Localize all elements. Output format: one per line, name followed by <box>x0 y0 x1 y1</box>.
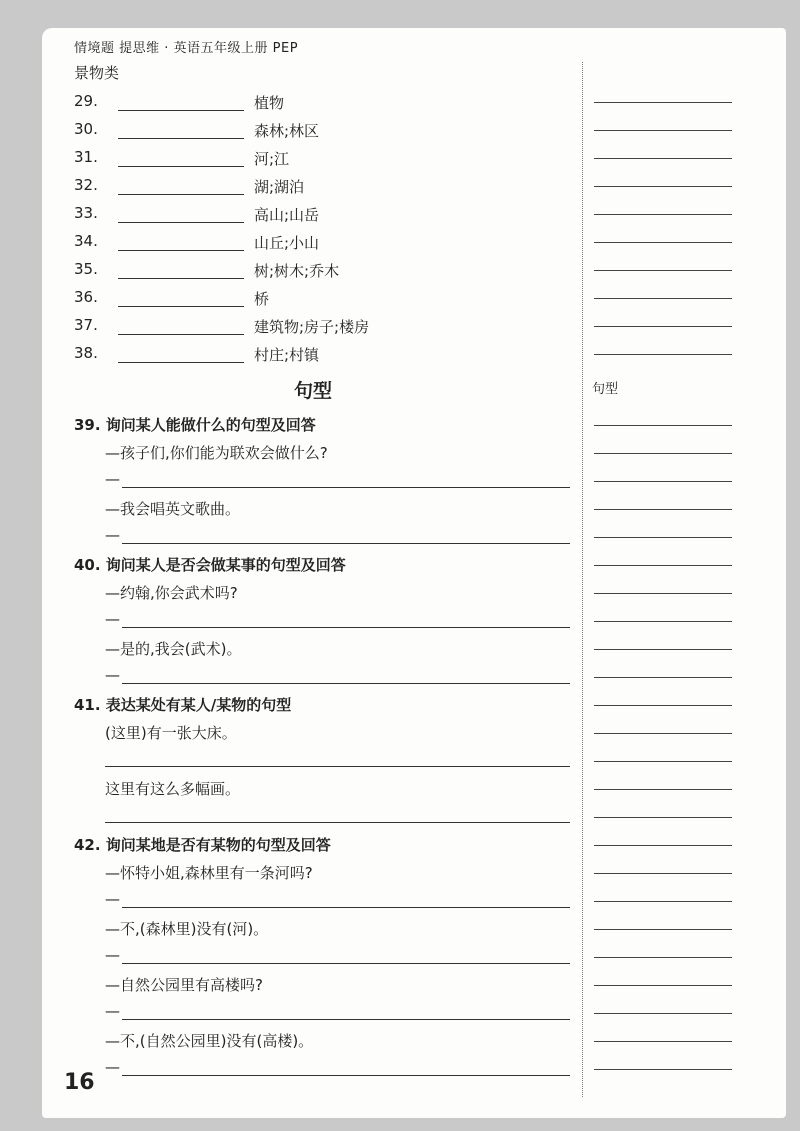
side-writing-line[interactable] <box>594 957 732 958</box>
prompt-line: —不,(森林里)没有(河)。 <box>105 920 269 938</box>
vocab-row <box>74 92 494 116</box>
side-column-title: 句型 <box>592 382 619 397</box>
vocab-meaning: 桥 <box>254 290 270 308</box>
side-writing-line[interactable] <box>594 1069 732 1070</box>
answer-line[interactable] <box>122 487 570 488</box>
side-writing-line[interactable] <box>594 186 732 187</box>
side-writing-line[interactable] <box>594 158 732 159</box>
answer-dash: — <box>105 946 120 964</box>
side-writing-line[interactable] <box>594 481 732 482</box>
vocab-number: 32. <box>74 176 98 194</box>
prompt-line: —约翰,你会武术吗? <box>105 584 238 602</box>
answer-line[interactable] <box>122 1075 570 1076</box>
answer-dash: — <box>105 526 120 544</box>
vocab-row <box>74 260 494 284</box>
answer-dash: — <box>105 890 120 908</box>
side-writing-line[interactable] <box>594 705 732 706</box>
answer-dash: — <box>105 470 120 488</box>
prompt-line: (这里)有一张大床。 <box>105 724 237 742</box>
side-writing-line[interactable] <box>594 565 732 566</box>
side-writing-line[interactable] <box>594 509 732 510</box>
side-writing-line[interactable] <box>594 453 732 454</box>
side-writing-line[interactable] <box>594 537 732 538</box>
question-heading: 42. 询问某地是否有某物的句型及回答 <box>74 836 331 854</box>
answer-line[interactable] <box>122 963 570 964</box>
answer-line[interactable] <box>122 627 570 628</box>
vocab-row <box>74 176 494 200</box>
vocab-row <box>74 344 494 368</box>
answer-dash: — <box>105 610 120 628</box>
column-divider <box>582 62 583 1097</box>
prompt-line: —怀特小姐,森林里有一条河吗? <box>105 864 313 882</box>
vocab-meaning: 高山;山岳 <box>254 206 320 224</box>
sentence-section-title: 句型 <box>294 380 333 402</box>
question-heading: 41. 表达某处有某人/某物的句型 <box>74 696 292 714</box>
vocab-row <box>74 204 494 228</box>
side-writing-line[interactable] <box>594 621 732 622</box>
page-header: 情境题 提思维 · 英语五年级上册 PEP <box>74 41 299 56</box>
vocab-row <box>74 120 494 144</box>
vocab-blank[interactable] <box>118 222 244 223</box>
vocab-blank[interactable] <box>118 110 244 111</box>
answer-dash: — <box>105 1002 120 1020</box>
vocab-number: 30. <box>74 120 98 138</box>
vocab-number: 36. <box>74 288 98 306</box>
vocab-number: 37. <box>74 316 98 334</box>
prompt-line: 这里有这么多幅画。 <box>105 780 241 798</box>
side-writing-line[interactable] <box>594 102 732 103</box>
side-writing-line[interactable] <box>594 130 732 131</box>
vocab-row <box>74 148 494 172</box>
side-writing-line[interactable] <box>594 901 732 902</box>
vocab-blank[interactable] <box>118 250 244 251</box>
answer-line[interactable] <box>122 1019 570 1020</box>
answer-dash: — <box>105 666 120 684</box>
vocab-blank[interactable] <box>118 362 244 363</box>
vocab-number: 29. <box>74 92 98 110</box>
side-writing-line[interactable] <box>594 270 732 271</box>
question-heading: 40. 询问某人是否会做某事的句型及回答 <box>74 556 346 574</box>
side-writing-line[interactable] <box>594 1013 732 1014</box>
vocab-number: 34. <box>74 232 98 250</box>
answer-line[interactable] <box>122 543 570 544</box>
vocab-blank[interactable] <box>118 334 244 335</box>
vocab-meaning: 森林;林区 <box>254 122 320 140</box>
vocab-number: 35. <box>74 260 98 278</box>
prompt-line: —不,(自然公园里)没有(高楼)。 <box>105 1032 314 1050</box>
side-writing-line[interactable] <box>594 733 732 734</box>
vocab-meaning: 植物 <box>254 94 285 112</box>
answer-line[interactable] <box>105 766 570 767</box>
side-writing-line[interactable] <box>594 298 732 299</box>
vocab-blank[interactable] <box>118 278 244 279</box>
side-writing-line[interactable] <box>594 354 732 355</box>
prompt-line: —自然公园里有高楼吗? <box>105 976 263 994</box>
side-writing-line[interactable] <box>594 985 732 986</box>
vocab-blank[interactable] <box>118 306 244 307</box>
prompt-line: —我会唱英文歌曲。 <box>105 500 241 518</box>
vocab-row <box>74 288 494 312</box>
vocab-meaning: 建筑物;房子;楼房 <box>254 318 370 336</box>
side-writing-line[interactable] <box>594 1041 732 1042</box>
vocab-meaning: 山丘;小山 <box>254 234 320 252</box>
side-writing-line[interactable] <box>594 929 732 930</box>
side-writing-line[interactable] <box>594 214 732 215</box>
prompt-line: —是的,我会(武术)。 <box>105 640 242 658</box>
vocab-blank[interactable] <box>118 166 244 167</box>
vocab-row <box>74 232 494 256</box>
side-writing-line[interactable] <box>594 242 732 243</box>
vocab-meaning: 村庄;村镇 <box>254 346 320 364</box>
vocab-meaning: 河;江 <box>254 150 290 168</box>
answer-line[interactable] <box>122 907 570 908</box>
section-label: 景物类 <box>74 64 120 82</box>
page-number: 16 <box>64 1070 95 1095</box>
side-writing-line[interactable] <box>594 817 732 818</box>
side-writing-line[interactable] <box>594 326 732 327</box>
side-writing-line[interactable] <box>594 873 732 874</box>
side-writing-line[interactable] <box>594 845 732 846</box>
vocab-blank[interactable] <box>118 138 244 139</box>
vocab-number: 31. <box>74 148 98 166</box>
vocab-meaning: 湖;湖泊 <box>254 178 305 196</box>
worksheet-page <box>42 28 786 1118</box>
prompt-line: —孩子们,你们能为联欢会做什么? <box>105 444 328 462</box>
side-writing-line[interactable] <box>594 425 732 426</box>
side-writing-line[interactable] <box>594 649 732 650</box>
side-writing-line[interactable] <box>594 593 732 594</box>
side-writing-line[interactable] <box>594 677 732 678</box>
vocab-number: 38. <box>74 344 98 362</box>
answer-line[interactable] <box>105 822 570 823</box>
vocab-blank[interactable] <box>118 194 244 195</box>
answer-line[interactable] <box>122 683 570 684</box>
vocab-row <box>74 316 494 340</box>
side-writing-line[interactable] <box>594 789 732 790</box>
side-writing-line[interactable] <box>594 761 732 762</box>
vocab-number: 33. <box>74 204 98 222</box>
answer-dash: — <box>105 1058 120 1076</box>
question-heading: 39. 询问某人能做什么的句型及回答 <box>74 416 316 434</box>
vocab-meaning: 树;树木;乔木 <box>254 262 340 280</box>
